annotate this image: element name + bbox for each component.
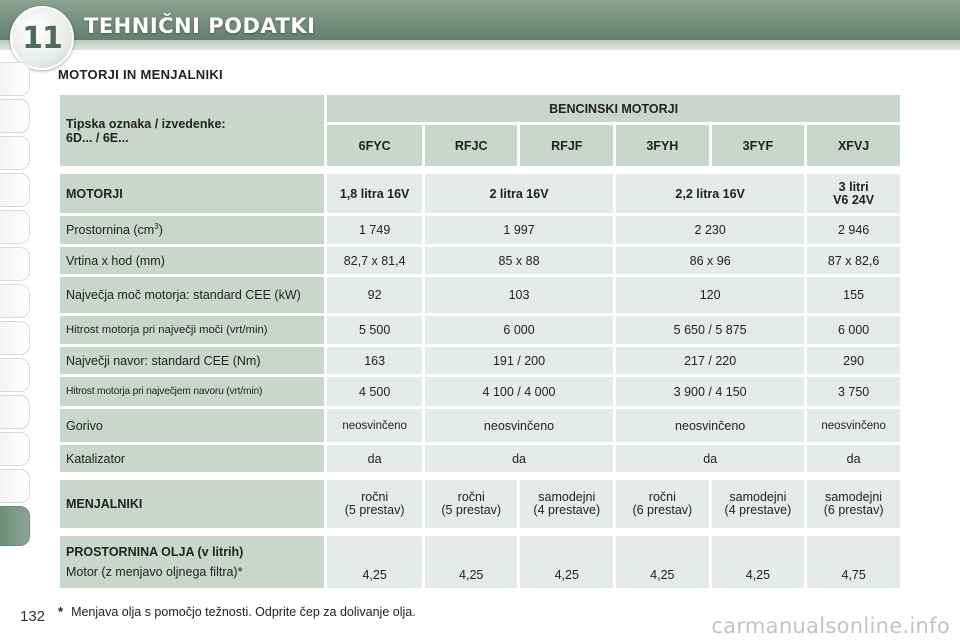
side-tab[interactable] xyxy=(0,210,30,244)
spec-row-max-power xyxy=(60,277,900,313)
spec-label: Največji navor: standard CEE (Nm) xyxy=(60,347,324,374)
spec-value: 87 x 82,6 xyxy=(807,247,900,274)
petrol-engines-header: BENCINSKI MOTORJI xyxy=(327,95,900,122)
gearbox-gears: (5 prestav) xyxy=(441,503,502,517)
side-tab[interactable] xyxy=(0,469,30,503)
footnote xyxy=(58,604,416,619)
oil-capacity-title: PROSTORNINA OLJA (v litrih) xyxy=(66,545,244,559)
oil-capacity-subtitle: Motor (z menjavo oljnega filtra)* xyxy=(66,565,243,579)
type-label-line2: 6D... / 6E... xyxy=(66,130,129,145)
side-tab[interactable] xyxy=(0,395,30,429)
footnote-text: Menjava olja s pomočjo težnosti. Odprite čep za dolivanje olja. xyxy=(71,605,416,619)
gearbox-row xyxy=(60,480,900,528)
side-tab[interactable] xyxy=(0,432,30,466)
spec-label: Hitrost motorja pri največji moči (vrt/min) xyxy=(60,316,324,344)
side-tab[interactable] xyxy=(0,62,30,96)
spec-value: 3 900 / 4 150 xyxy=(616,377,804,406)
spec-row-torque-rpm xyxy=(60,377,900,406)
engine-code: 6FYC xyxy=(327,125,422,166)
type-designation-label xyxy=(60,95,324,166)
side-tab[interactable] xyxy=(0,99,30,133)
spec-value: 2 230 xyxy=(616,216,804,244)
oil-value: 4,75 xyxy=(807,536,900,588)
gearbox-label: MENJALNIKI xyxy=(60,480,324,528)
spec-value: 1 997 xyxy=(425,216,613,244)
oil-value: 4,25 xyxy=(327,536,422,588)
spec-value: neosvinčeno xyxy=(807,409,900,442)
gearbox-gears: (6 prestav) xyxy=(823,503,884,517)
spec-row-catalyst xyxy=(60,445,900,472)
spec-row-displacement xyxy=(60,216,900,244)
engine-group-name: 3 litri xyxy=(838,179,869,194)
engine-group xyxy=(425,174,613,213)
spec-value: 3 750 xyxy=(807,377,900,406)
side-tab[interactable] xyxy=(0,321,30,355)
spec-value: 5 650 / 5 875 xyxy=(616,316,804,344)
engine-code: XFVJ xyxy=(807,125,900,166)
watermark: carmanualsonline.info xyxy=(711,614,950,638)
engine-group xyxy=(616,174,804,213)
gearbox-cell xyxy=(616,480,709,528)
gearbox-cell xyxy=(425,480,518,528)
spec-label: Katalizator xyxy=(60,445,324,472)
gearbox-type: samodejni xyxy=(538,490,596,504)
spec-value: da xyxy=(807,445,900,472)
oil-capacity-label xyxy=(60,536,324,588)
gearbox-type: ročni xyxy=(648,490,676,504)
gearbox-type: ročni xyxy=(457,490,485,504)
spec-value: 191 / 200 xyxy=(425,347,613,374)
engine-code: 3FYH xyxy=(616,125,709,166)
spec-label xyxy=(60,216,324,244)
oil-capacity-row xyxy=(60,536,900,588)
engine-group xyxy=(807,174,900,213)
spec-value: 163 xyxy=(327,347,422,374)
spec-value: neosvinčeno xyxy=(616,409,804,442)
type-label-line1: Tipska oznaka / izvedenke: xyxy=(66,116,226,131)
side-tab[interactable] xyxy=(0,247,30,281)
spec-value: 86 x 96 xyxy=(616,247,804,274)
spec-value: 4 100 / 4 000 xyxy=(425,377,613,406)
spec-label: Največja moč motorja: standard CEE (kW) xyxy=(60,277,324,313)
oil-value: 4,25 xyxy=(616,536,709,588)
spec-value: 2 946 xyxy=(807,216,900,244)
spec-value: 155 xyxy=(807,277,900,313)
gearbox-gears: (4 prestave) xyxy=(533,503,601,517)
spec-label: Vrtina x hod (mm) xyxy=(60,247,324,274)
gearbox-type: samodejni xyxy=(825,490,883,504)
spec-value: neosvinčeno xyxy=(327,409,422,442)
side-tab[interactable] xyxy=(0,136,30,170)
spec-value: 120 xyxy=(616,277,804,313)
spec-value: 82,7 x 81,4 xyxy=(327,247,422,274)
engine-code: 3FYF xyxy=(712,125,805,166)
header-highlight-strip xyxy=(0,40,960,50)
section-title: MOTORJI IN MENJALNIKI xyxy=(58,67,223,82)
spec-row-max-torque xyxy=(60,347,900,374)
chapter-side-tabs xyxy=(0,62,34,549)
oil-value: 4,25 xyxy=(425,536,518,588)
spec-label: Gorivo xyxy=(60,409,324,442)
spec-label-superscript: 3 xyxy=(154,222,159,232)
spec-value: 103 xyxy=(425,277,613,313)
engine-group-name: 2 litra 16V xyxy=(489,186,549,201)
side-tab[interactable] xyxy=(0,358,30,392)
gearbox-cell xyxy=(520,480,613,528)
engines-label: MOTORJI xyxy=(60,174,324,213)
gearbox-cell xyxy=(327,480,422,528)
chapter-number: 11 xyxy=(22,20,62,56)
chapter-number-badge xyxy=(10,6,74,70)
spec-label-text: Prostornina (cm xyxy=(66,223,155,238)
table-header-row xyxy=(60,95,900,122)
spec-row-power-rpm xyxy=(60,316,900,344)
spec-value: 92 xyxy=(327,277,422,313)
spec-row-bore-stroke xyxy=(60,247,900,274)
spec-value: da xyxy=(425,445,613,472)
gearbox-gears: (5 prestav) xyxy=(344,503,405,517)
spec-label: Hitrost motorja pri največjem navoru (vrt/min) xyxy=(60,377,324,406)
spec-value: 6 000 xyxy=(807,316,900,344)
gearbox-cell xyxy=(712,480,805,528)
page-number: 132 xyxy=(20,608,46,625)
oil-value: 4,25 xyxy=(520,536,613,588)
engine-group-name-line2: V6 24V xyxy=(833,192,875,207)
footnote-mark: * xyxy=(58,604,64,619)
spec-value: 217 / 220 xyxy=(616,347,804,374)
spec-value: 1 749 xyxy=(327,216,422,244)
spec-value: da xyxy=(616,445,804,472)
spec-value: 290 xyxy=(807,347,900,374)
gearbox-type: samodejni xyxy=(729,490,787,504)
engine-code: RFJC xyxy=(425,125,518,166)
engine-group xyxy=(327,174,422,213)
spec-row-fuel xyxy=(60,409,900,442)
engine-group-name: 1,8 litra 16V xyxy=(339,186,410,201)
gearbox-cell xyxy=(807,480,900,528)
gearbox-gears: (4 prestave) xyxy=(724,503,792,517)
oil-value: 4,25 xyxy=(712,536,805,588)
side-tab-active[interactable] xyxy=(0,506,30,546)
spec-value: 6 000 xyxy=(425,316,613,344)
spec-value: 4 500 xyxy=(327,377,422,406)
spec-label-end: ) xyxy=(158,223,163,238)
gearbox-type: ročni xyxy=(361,490,389,504)
chapter-title: TEHNIČNI PODATKI xyxy=(84,14,316,38)
gearbox-gears: (6 prestav) xyxy=(632,503,693,517)
engine-group-name: 2,2 litra 16V xyxy=(675,186,745,201)
side-tab[interactable] xyxy=(0,284,30,318)
spec-value: 85 x 88 xyxy=(425,247,613,274)
engine-group-row xyxy=(60,174,900,213)
engine-spec-table xyxy=(57,92,903,591)
spec-value: neosvinčeno xyxy=(425,409,613,442)
engine-code: RFJF xyxy=(520,125,613,166)
side-tab[interactable] xyxy=(0,173,30,207)
spec-value: da xyxy=(327,445,422,472)
spec-value: 5 500 xyxy=(327,316,422,344)
